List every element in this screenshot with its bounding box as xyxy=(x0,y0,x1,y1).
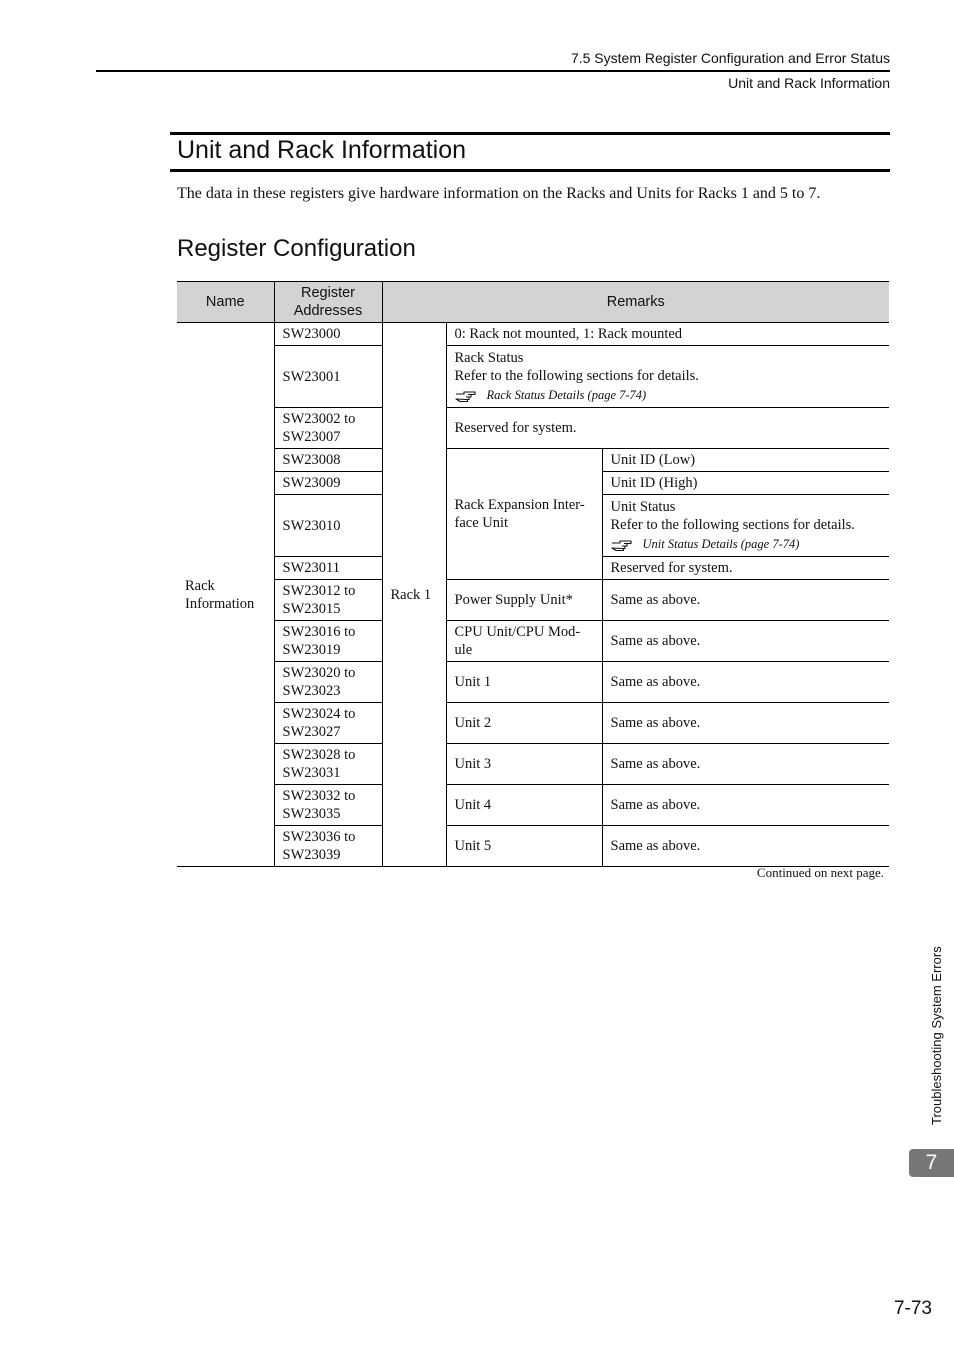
name-l2: Information xyxy=(185,595,255,612)
subsection-title: Register Configuration xyxy=(177,235,416,262)
unit-l1: CPU Unit/CPU Mod- xyxy=(454,624,581,640)
remark-cell: Same as above. xyxy=(602,785,889,826)
remark-cell: Same as above. xyxy=(602,621,889,662)
header-name: Name xyxy=(177,282,274,323)
address-l1: SW23016 to xyxy=(282,624,356,640)
name-cell xyxy=(177,323,274,867)
address-l1: SW23002 to xyxy=(282,411,356,427)
header-rule xyxy=(96,70,890,72)
unit-l1: Unit 3 xyxy=(454,756,492,772)
unit-l1: Unit 2 xyxy=(454,715,492,731)
unit-cell xyxy=(446,703,602,744)
unit-l1: Unit 5 xyxy=(454,838,492,854)
address-cell xyxy=(274,703,382,744)
register-table xyxy=(177,281,889,867)
unit-l1: Power Supply Unit* xyxy=(454,592,573,608)
address-l1: SW23012 to xyxy=(282,583,356,599)
address-cell xyxy=(274,744,382,785)
chapter-side-label: Troubleshooting System Errors xyxy=(929,946,944,1125)
header-register-l2: Addresses xyxy=(293,303,363,319)
address-cell xyxy=(274,621,382,662)
address-l2: SW23023 xyxy=(282,683,341,699)
table-row xyxy=(177,621,889,662)
remark-cell: Reserved for system. xyxy=(446,408,889,449)
address-cell: SW23000 xyxy=(274,323,382,346)
pointing-hand-icon xyxy=(611,537,633,551)
page-number: 7-73 xyxy=(893,1298,932,1319)
remark-cell: 0: Rack not mounted, 1: Rack mounted xyxy=(446,323,889,346)
remark-cell: Same as above. xyxy=(602,826,889,867)
remark-cell xyxy=(446,346,889,408)
table-row xyxy=(177,580,889,621)
header-subsection: Unit and Rack Information xyxy=(728,75,890,91)
rack-status-label: Rack Status xyxy=(454,350,524,366)
address-l2: SW23035 xyxy=(282,806,341,822)
header-register xyxy=(274,282,382,323)
address-cell xyxy=(274,785,382,826)
address-l2: SW23031 xyxy=(282,765,341,781)
header-section: 7.5 System Register Configuration and Error Status xyxy=(570,50,890,66)
table-row xyxy=(177,744,889,785)
unit-cell xyxy=(446,744,602,785)
reference-line xyxy=(611,535,882,553)
table-row xyxy=(177,662,889,703)
remark-cell: Unit ID (High) xyxy=(602,472,889,495)
unit-cell xyxy=(446,621,602,662)
table-row xyxy=(177,323,889,346)
address-cell: SW23011 xyxy=(274,557,382,580)
table-header-row xyxy=(177,282,889,323)
table-row xyxy=(177,703,889,744)
address-cell xyxy=(274,662,382,703)
unit-l1: Unit 4 xyxy=(454,797,492,813)
address-l2: SW23007 xyxy=(282,429,341,445)
rack-status-note: Refer to the following sections for details. xyxy=(454,368,699,384)
remark-cell: Same as above. xyxy=(602,662,889,703)
address-cell: SW23008 xyxy=(274,449,382,472)
unit-status-note: Refer to the following sections for details. xyxy=(610,517,855,533)
table-row xyxy=(177,826,889,867)
address-cell xyxy=(274,580,382,621)
unit-cell xyxy=(446,785,602,826)
header-register-l1: Register xyxy=(301,285,355,301)
address-cell: SW23010 xyxy=(274,495,382,557)
table-row xyxy=(177,408,889,449)
section-title: Unit and Rack Information xyxy=(177,136,467,164)
header-remarks: Remarks xyxy=(382,282,889,323)
address-l1: SW23024 to xyxy=(282,706,356,722)
address-l1: SW23036 to xyxy=(282,829,356,845)
expansion-l1: Rack Expansion Inter- xyxy=(454,497,585,513)
address-l1: SW23020 to xyxy=(282,665,356,681)
address-cell: SW23009 xyxy=(274,472,382,495)
remark-cell: Same as above. xyxy=(602,744,889,785)
pointing-hand-icon xyxy=(455,388,477,402)
unit-status-label: Unit Status xyxy=(610,499,676,515)
unit-l1: Unit 1 xyxy=(454,674,492,690)
remark-cell: Unit ID (Low) xyxy=(602,449,889,472)
unit-cell xyxy=(446,662,602,703)
address-l1: SW23032 to xyxy=(282,788,356,804)
remark-cell: Same as above. xyxy=(602,580,889,621)
address-cell xyxy=(274,826,382,867)
unit-status-link[interactable]: Unit Status Details (page 7-74) xyxy=(642,537,800,551)
table-row xyxy=(177,785,889,826)
chapter-tab: 7 xyxy=(909,1149,954,1177)
expansion-unit-cell xyxy=(446,449,602,580)
expansion-l2: face Unit xyxy=(454,515,509,531)
unit-l2: ule xyxy=(454,642,473,658)
rack-status-link[interactable]: Rack Status Details (page 7-74) xyxy=(486,388,647,402)
continued-note: Continued on next page. xyxy=(756,865,884,880)
address-l2: SW23015 xyxy=(282,601,341,617)
remark-cell: Same as above. xyxy=(602,703,889,744)
table-row xyxy=(177,346,889,408)
reference-line xyxy=(455,386,882,404)
unit-cell xyxy=(446,580,602,621)
address-l2: SW23019 xyxy=(282,642,341,658)
address-l2: SW23027 xyxy=(282,724,341,740)
address-cell: SW23001 xyxy=(274,346,382,408)
unit-cell xyxy=(446,826,602,867)
name-l1: Rack xyxy=(185,577,215,594)
remark-cell: Reserved for system. xyxy=(602,557,889,580)
intro-paragraph: The data in these registers give hardware information on the Racks and Units for Racks 1 and 5 to 7. xyxy=(177,185,821,202)
address-l2: SW23039 xyxy=(282,847,341,863)
rack-cell: Rack 1 xyxy=(382,323,446,867)
table-row xyxy=(177,449,889,472)
remark-cell xyxy=(602,495,889,557)
address-cell xyxy=(274,408,382,449)
address-l1: SW23028 to xyxy=(282,747,356,763)
section-title-box xyxy=(170,132,890,172)
